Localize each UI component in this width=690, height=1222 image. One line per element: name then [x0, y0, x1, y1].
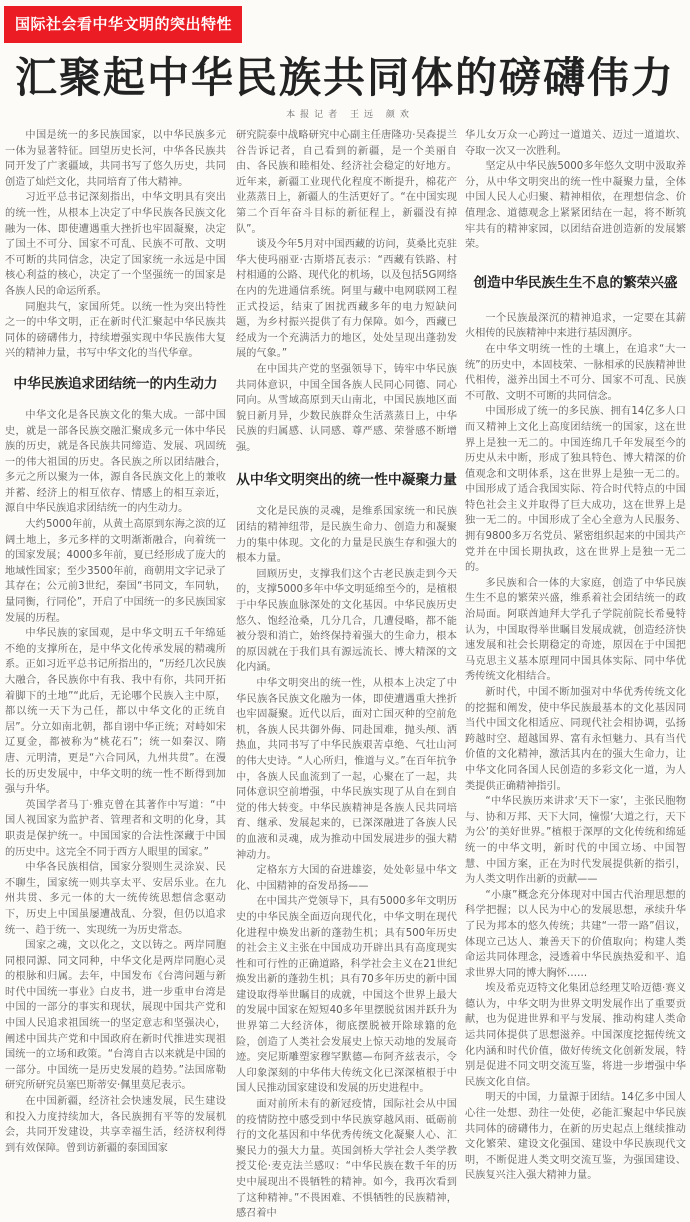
article-paragraph: 回顾历史，支撑我们这个古老民族走到今天的，支撑5000多年中华文明延绵至今的，是植根于中华民族血脉深处的文化基因。中华民族历史悠久、饱经沧桑，几分几合，几遭侵略，都不能被分裂和消亡，始终保持着强大的生命力，根本的原因就在于我们具有源远流长、博大精深的文化内涵。 [236, 568, 457, 674]
article-paragraph: 中华文明突出的统一性，从根本上决定了中华民族各民族文化融为一体，即使遭遇重大挫折也牢固凝聚。近代以后，面对亡国灭种的空前危机，各族人民共御外侮、同赴国难，抛头颅、洒热血，共同书写了中华民族艰苦卓绝、气壮山河的伟大史诗。“人心所归，惟道与义。”在百年抗争中，各族人民血流到了一起，心聚在了一起，共同体意识空前增强，中华民族实现了从自在到自觉的伟大转变。中华民族精神是各族人民共同培育、继承、发展起来的，已深深融进了各族人民的血液和灵魂，成为推动中国发展进步的强大精神动力。 [236, 678, 457, 861]
article-paragraph: 中华民族的家国观，是中华文明五千年绵延不绝的支撑所在，是中华文化传承发展的精魂所系。正如习近平总书记所指出的，“历经几次民族大融合，各民族你中有我、我中有你，共同开拓着脚下的土地”“此后，无论哪个民族入主中原，都以统一天下为己任，都以中华文化的正统自居”。分立如南北朝，都自诩中华正统；对峙如宋辽夏金，都被称为“桃花石”；统一如秦汉、隋唐、元明清，更是“六合同风，九州共贯”。在漫长的历史发展中，中华文明的统一性不断得到加强与升华。 [5, 628, 226, 796]
article-paragraph: 在中国新疆，经济社会快速发展，民生建设和投入力度持续加大，各民族拥有平等的发展机会，共同开发建设，共享幸福生活，经济权利得到有效保障。曾到访新疆的泰国国家 [5, 1096, 226, 1154]
article-paragraph: 在中国共产党领导下，具有5000多年文明历史的中华民族全面迈向现代化，中华文明在现代化进程中焕发出新的蓬勃生机；具有500年历史的社会主义主张在中国成功开辟出具有高度现实性和可行性的正确道路，科学社会主义在21世纪焕发出新的蓬勃生机；具有70多年历史的新中国建设取得举世瞩目的成就，中国这个世界上最大的发展中国家在短短40多年里摆脱贫困并跃升为世界第二大经济体，彻底摆脱被开除球籍的危险，创造了人类社会发展史上惊天动地的发展奇迹。突尼斯雕塑家穆罕默德—布阿齐兹表示，令人印象深刻的中华伟大传统文化已深深植根于中国人民推动国家建设和发展的历史进程中。 [236, 896, 457, 1095]
section-heading: 中华民族追求团结统一的内生动力 [13, 375, 218, 392]
article-column-2 [236, 128, 457, 1222]
byline: 本报记者 王远 颜欢 [286, 110, 414, 120]
article-paragraph: 国家之魂，文以化之，文以铸之。两岸同胞同根同源、同文同种，中华文化是两岸同胞心灵的根脉和归属。去年，中国发布《台湾问题与新时代中国统一事业》白皮书，进一步重申台湾是中国的一部分的事实和现状，展现中国共产党和中国人民追求祖国统一的坚定意志和坚强决心，阐述中国共产党和中国政府在新时代推进实现祖国统一的立场和政策。“台湾自古以来就是中国的一部分。中国统一是历史发展的趋势。”法国席勒研究所研究员塞巴斯蒂安·佩里莫尼表示。 [5, 940, 226, 1092]
article-paragraph: 同胞共气，家国所凭。以统一性为突出特性之一的中华文明，正在新时代汇聚起中华民族共同体的磅礴伟力，持续增强实现中华民族伟大复兴的精神力量，书写中华文化的当代华章。 [5, 301, 226, 360]
article-paragraph: 一个民族最深沉的精神追求，一定要在其薪火相传的民族精神中来进行基因测序。 [465, 312, 686, 340]
article-paragraph: 英国学者马丁·雅克曾在其著作中写道：“中国人视国家为监护者、管理者和文明的化身，其职责是保护统一。中国国家的合法性深藏于中国的历史中。这完全不同于西方人眼里的国家。” [5, 799, 226, 858]
article-paragraph: 坚定从中华民族5000多年悠久文明中汲取养分，从中华文明突出的统一性中凝聚力量，全体中国人民人心归聚、精神相依，在理想信念、价值理念、道德观念上紧紧团结在一起，将不断筑牢共有的精神家园，以团结奋进创造新的发展繁荣。 [465, 161, 686, 251]
section-heading: 从中华文明突出的统一性中凝聚力量 [236, 472, 457, 489]
article-paragraph: 面对前所未有的新冠疫情，国际社会从中国的疫情防控中感受到中华民族穿越风雨、砥砺前行的文化基因和中华优秀传统文化凝聚人心、汇聚民力的强大力量。英国剑桥大学社会人类学教授艾伦·麦克法兰感叹：“中华民族在数千年的历史中展现出不畏牺牲的精神。如今，我再次看到了这种精神。”不畏困难、不惧牺牲的民族精神，感召着中 [236, 1099, 457, 1220]
article-paragraph: 华儿女万众一心跨过一道道关、迈过一道道坎、夺取一次又一次胜利。 [465, 130, 686, 157]
article-paragraph: 埃及希克迈特文化集团总经理艾哈迈德·赛义德认为，中华文明为世界文明发展作出了重要贡献，也为促进世界和平与发展、推动构建人类命运共同体提供了思想滋养。中国深度挖掘传统文化内涵和时代价值，做好传统文化创新发展，特别是促进不同文明交流互鉴，将进一步增强中华民族文化自信。 [465, 983, 686, 1088]
section-banner: 国际社会看中华文明的突出特性 [4, 6, 242, 43]
headline: 汇聚起中华民族共同体的磅礴伟力 [14, 53, 675, 102]
article-paragraph: 在中华文明统一性的土壤上，在追求“大一统”的历史中，本固枝荣、一脉相承的民族精神世代相传，滋养出国土不可分、国家不可乱、民族不可散、文明不可断的共同信念。 [465, 343, 686, 402]
article-paragraph: 多民族和合一体的大家庭，创造了中华民族生生不息的繁荣兴盛，维系着社会团结统一的政治局面。阿联酋迪拜大学孔子学院前院长希曼特认为，中国取得举世瞩目发展成就，创造经济快速发展和社会长期稳定的奇迹，原因在于中国把马克思主义基本原理同中国具体实际、同中华优秀传统文化相结合。 [465, 577, 686, 683]
article-paragraph: 谈及今年5月对中国西藏的访问，莫桑比克驻华大使玛丽亚·古斯塔瓦表示：“西藏有铁路、村村相通的公路、现代化的机场，以及包括5G网络在内的先进通信系统。阿里与藏中电网联网工程正式投运，结束了困扰西藏多年的电力短缺问题，为乡村振兴提供了有力保障。如今，西藏已经成为一个充满活力的地区，处处呈现出蓬勃发展的气象。” [236, 239, 457, 360]
article-column-3 [465, 128, 686, 1184]
article-paragraph: 新时代，中国不断加强对中华优秀传统文化的挖掘和阐发，使中华民族最基本的文化基因同当代中国文化相适应、同现代社会相协调，弘扬跨越时空、超越国界、富有永恒魅力、具有当代价值的文化精神，激活其内在的强大生命力，让中华文化同各国人民创造的多彩文化一道，为人类提供正确精神指引。 [465, 687, 686, 792]
article-paragraph: 中华各民族相信，国家分裂则生灵涂炭、民不聊生，国家统一则共享太平、安居乐业。在九州共贯、多元一体的大一统传统思想信念驱动下，历史上中国虽屡遭战乱、分裂，但仍以追求统一、趋于统一、实现统一为历史常态。 [5, 862, 226, 936]
article-paragraph: 文化是民族的灵魂，是维系国家统一和民族团结的精神纽带，是民族生命力、创造力和凝聚力的集中体现。文化的力量是民族生存和强大的根本力量。 [236, 506, 457, 565]
article-paragraph: 明天的中国，力量源于团结。14亿多中国人心往一处想、劲往一处使，必能汇聚起中华民族共同体的磅礴伟力，在新的历史起点上继续推动文化繁荣、建设文化强国、建设中华民族现代文明，不断促进人类文明交流互鉴，为强国建设、民族复兴注入强大精神力量。 [465, 1092, 686, 1182]
article-paragraph: 定格东方大国的奋进雄姿，处处彰显中华文化、中国精神的奋发昂扬—— [236, 865, 457, 892]
article-paragraph: 中国形成了统一的多民族、拥有14亿多人口而又精神上文化上高度团结统一的国家，这在世界上是独一无二的。中国连绵几千年发展至今的历史从未中断，形成了独具特色、博大精深的价值观念和文明体系，这在世界上是独一无二的。中国形成了适合我国实际、符合时代特点的中国特色社会主义并取得了巨大成功，这在世界上是独一无二的。中国形成了全心全意为人民服务、拥有9800多万名党员、紧密组织起来的中国共产党并在中国长期执政，这在世界上是独一无二的。 [465, 406, 686, 574]
article-paragraph: “中华民族历来讲求‘天下一家’，主张民胞物与、协和万邦、天下大同，憧憬‘大道之行，天下为公’的美好世界。”植根于深厚的文化传统和绵延统一的中华文明，新时代的中国立场、中国智慧、中国方案，正在为时代发展提供新的指引，为人类文明作出新的贡献—— [465, 796, 686, 886]
article-paragraph: “小康”概念充分体现对中国古代治理思想的科学把握；以人民为中心的发展思想，承续升华了民为邦本的悠久传统；共建“一带一路”倡议，体现立己达人、兼善天下的价值取向；构建人类命运共同体理念，浸透着中华民族热爱和平、追求世界大同的博大胸怀…… [465, 889, 686, 979]
section-heading: 创造中华民族生生不息的繁荣兴盛 [473, 274, 678, 291]
article-column-1 [5, 128, 226, 1156]
article-paragraph: 中华文化是各民族文化的集大成。一部中国史，就是一部各民族交融汇聚成多元一体中华民族的历史，就是各民族共同缔造、发展、巩固统一的伟大祖国的历史。各民族之所以团结融合，多元之所以聚为一体，源自各民族文化上的兼收并蓄、经济上的相互依存、情感上的相互亲近，源自中华民族追求团结统一的内生动力。 [5, 409, 226, 515]
article-paragraph: 研究院泰中战略研究中心副主任唐隆功·吴森提兰谷告诉记者，自己看到的新疆，是一个美丽自由、各民族和睦相处、经济社会稳定的好地方。近年来，新疆工业现代化程度不断提升，棉花产业蒸蒸日上，新疆人的生活更好了。“在中国实现第二个百年奋斗目标的新征程上，新疆没有掉队”。 [236, 130, 457, 235]
article-paragraph: 大约5000年前，从黄土高原到东海之滨的辽阔土地上，多元多样的文明渐渐融合，向着统一的国家发展；4000多年前，夏已经形成了庞大的地域性国家；至少3500年前，商朝用文字记录了其存在；公元前3世纪，秦国“书同文，车同轨，量同衡，行同伦”，开启了中国统一的多民族国家发展的历程。 [5, 519, 226, 624]
article-paragraph: 在中国共产党的坚强领导下，铸牢中华民族共同体意识，中国全国各族人民同心同德、同心同向。从雪域高原到天山南北，中国民族地区面貌日新月异，少数民族群众生活蒸蒸日上，中华民族的归属感、认同感、尊严感、荣誉感不断增强。 [236, 363, 457, 453]
article-paragraph: 习近平总书记深刻指出，中华文明具有突出的统一性，从根本上决定了中华民族各民族文化融为一体、即使遭遇重大挫折也牢固凝聚，决定了国土不可分、国家不可乱、民族不可散、文明不可断的共同信念，决定了国家统一永远是中国核心利益的核心，决定了一个坚强统一的国家是各族人民的命运所系。 [5, 192, 226, 297]
article-paragraph: 中国是统一的多民族国家，以中华民族多元一体为显著特征。回望历史长河，中华各民族共同开发了广袤疆域，共同书写了悠久历史，共同创造了灿烂文化，共同培育了伟大精神。 [5, 130, 226, 188]
